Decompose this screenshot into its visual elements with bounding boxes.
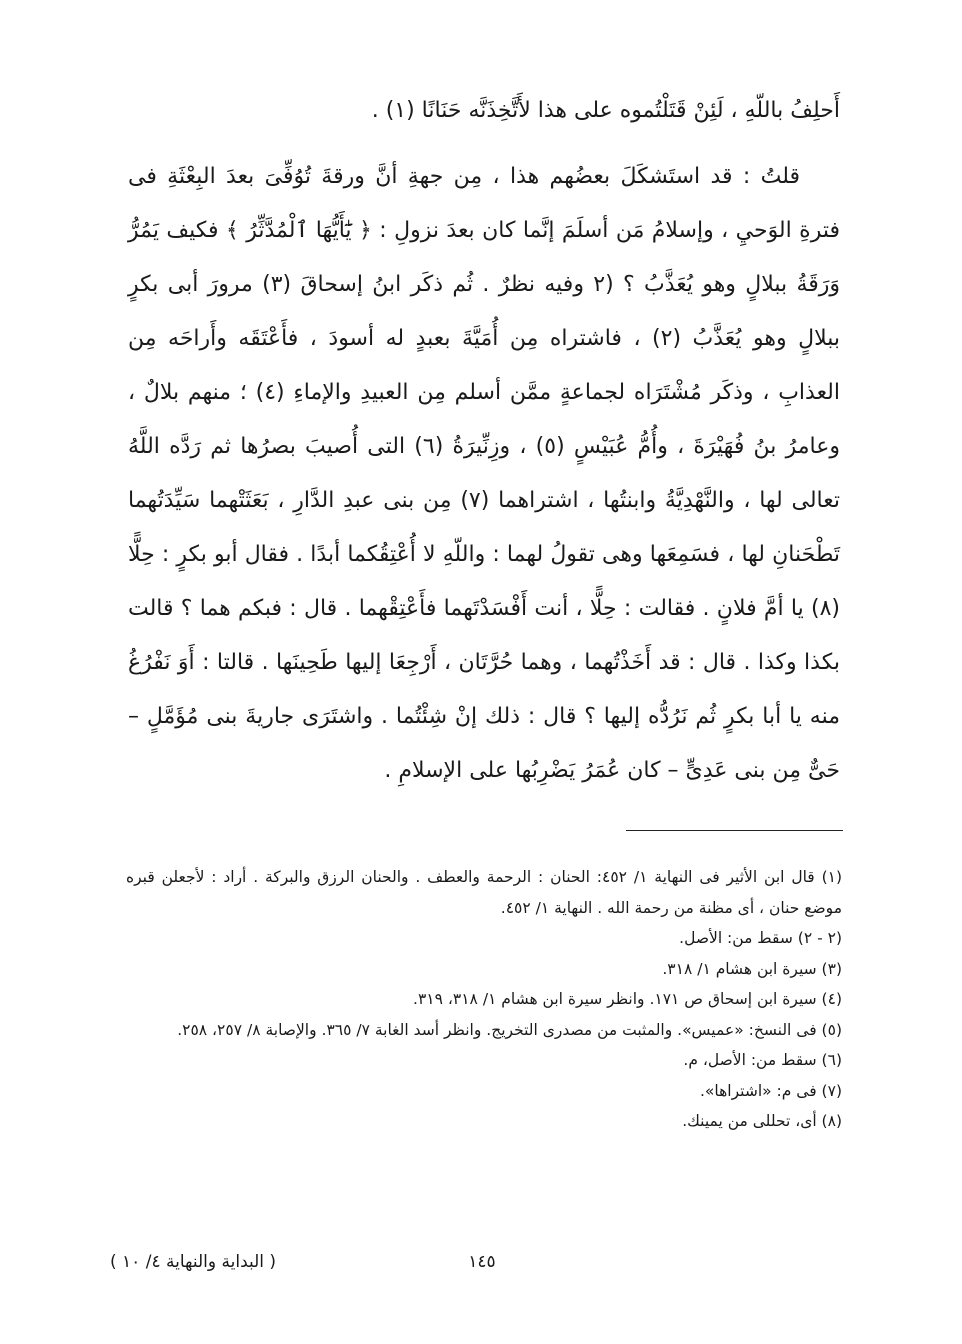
footnote-2: (٢ - ٢) سقط من: الأصل. bbox=[679, 929, 842, 947]
footnotes-section bbox=[126, 862, 842, 1137]
footnote-5: (٥) فى النسخ: «عميس». والمثبت من مصدرى التخريج. وانظر أسد الغابة ٧/ ٣٦٥. والإصابة ٨/ ٢٥٧، ٢٥٨. bbox=[177, 1020, 842, 1039]
footnote-8: (٨) أى، تحللى من يمينك. bbox=[682, 1112, 842, 1130]
footnote-7: (٧) فى م: «اشتراها». bbox=[700, 1081, 842, 1100]
main-paragraph-2: قلتُ : قد استَشكَلَ بعضُهم هذا ، مِن جهةِ أنَّ ورقةَ تُوُفِّىَ بعدَ البِعْثَةِ فى فترةِ الوَحيِ ، وإسلامُ مَن أسلَمَ إنَّما كان بعدَ نزولِ : ﴿ يَٰٓأَيُّهَا ٱلْمُدَّثِّرُ ﴾ فكيف يَمُرُّ وَرَقَةُ ببلالٍ وهو يُعَذَّبُ ؟ (٢ وفيه نظرٌ . ثُم ذكَر ابنُ إسحاقَ (٣) مرورَ أبى بكرٍ ببلالٍ وهو يُعَذَّبُ (٢) ، فاشتراه مِن أُمَيَّةَ بعبدٍ له أسودَ ، فأَعْتَقَه وأَراحَه مِن العذابِ ، وذكَر مُشْتَرَاه لجماعةٍ ممَّن أسلم مِن العبيدِ والإماءِ (٤) ؛ منهم بلالٌ ، وعامرُ بنُ فُهَيْرَةَ ، وأُمُّ عُبَيْسٍ (٥) ، وزِنِّيرَةُ (٦) التى أُصيبَ بصرُها ثم رَدَّه اللَّهُ تعالى لها ، والنَّهْدِيَّةُ وابنتُها ، اشتراهما (٧) مِن بنى عبدِ الدَّارِ ، بَعَثَتْهما سَيِّدَتُهما تَطْحَنانِ لها ، فسَمِعَها وهى تقولُ لهما : واللّهِ لا أُعْتِقُكما أبدًا . فقال أبو بكرٍ : حِلًّا (٨) يا أمَّ فلانٍ . فقالت : حِلًّا ، أنت أَفْسَدْتَهما فأَعْتِقْهما . قال : فبكم هما ؟ قالت بكذا وكذا . قال : قد أَخَذْتُهما ، وهما حُرَّتَان ، أَرْجِعَا إليها طَحِينَها . قالتا : أَوَ نَفْرُغُ منه يا أبا بكرٍ ثُم نَرُدُّه إليها ؟ قال : ذلك إنْ شِئْتُما . واشتَرَى جاريةَ بنى مُؤَمَّلٍ – حَىٌّ مِن بنى عَدِىٍّ – كان عُمَرُ يَضْرِبُها على الإسلامِ . bbox=[128, 164, 841, 783]
footnote-4: (٤) سيرة ابن إسحاق ص ١٧١. وانظر سيرة ابن هشام ١/ ٣١٨، ٣١٩. bbox=[413, 990, 842, 1008]
main-paragraph-1: أَحلِفُ باللّهِ ، لَئِنْ قَتَلْتُموه على هذا لأَتَّخِذَنَّه حَنَانًا (١) . bbox=[371, 98, 840, 123]
footnote-6: (٦) سقط من: الأصل، م. bbox=[683, 1051, 842, 1069]
main-text-body bbox=[128, 84, 840, 798]
volume-reference: ( البداية والنهاية ٤/ ١٠ ) bbox=[110, 1252, 277, 1272]
page-number: ١٤٥ bbox=[468, 1252, 496, 1272]
page-footer bbox=[110, 1252, 850, 1282]
footnote-3: (٣) سيرة ابن هشام ١/ ٣١٨. bbox=[662, 959, 842, 978]
footnote-1: (١) قال ابن الأثير فى النهاية ١/ ٤٥٢: الحنان : الرحمة والعطف . والحنان الرزق والبركة . أراد : لأجعلن قبره موضع حنان ، أى مظنة من رحمة الله . النهاية ١/ ٤٥٢. bbox=[126, 868, 843, 917]
footnote-separator bbox=[626, 830, 843, 831]
